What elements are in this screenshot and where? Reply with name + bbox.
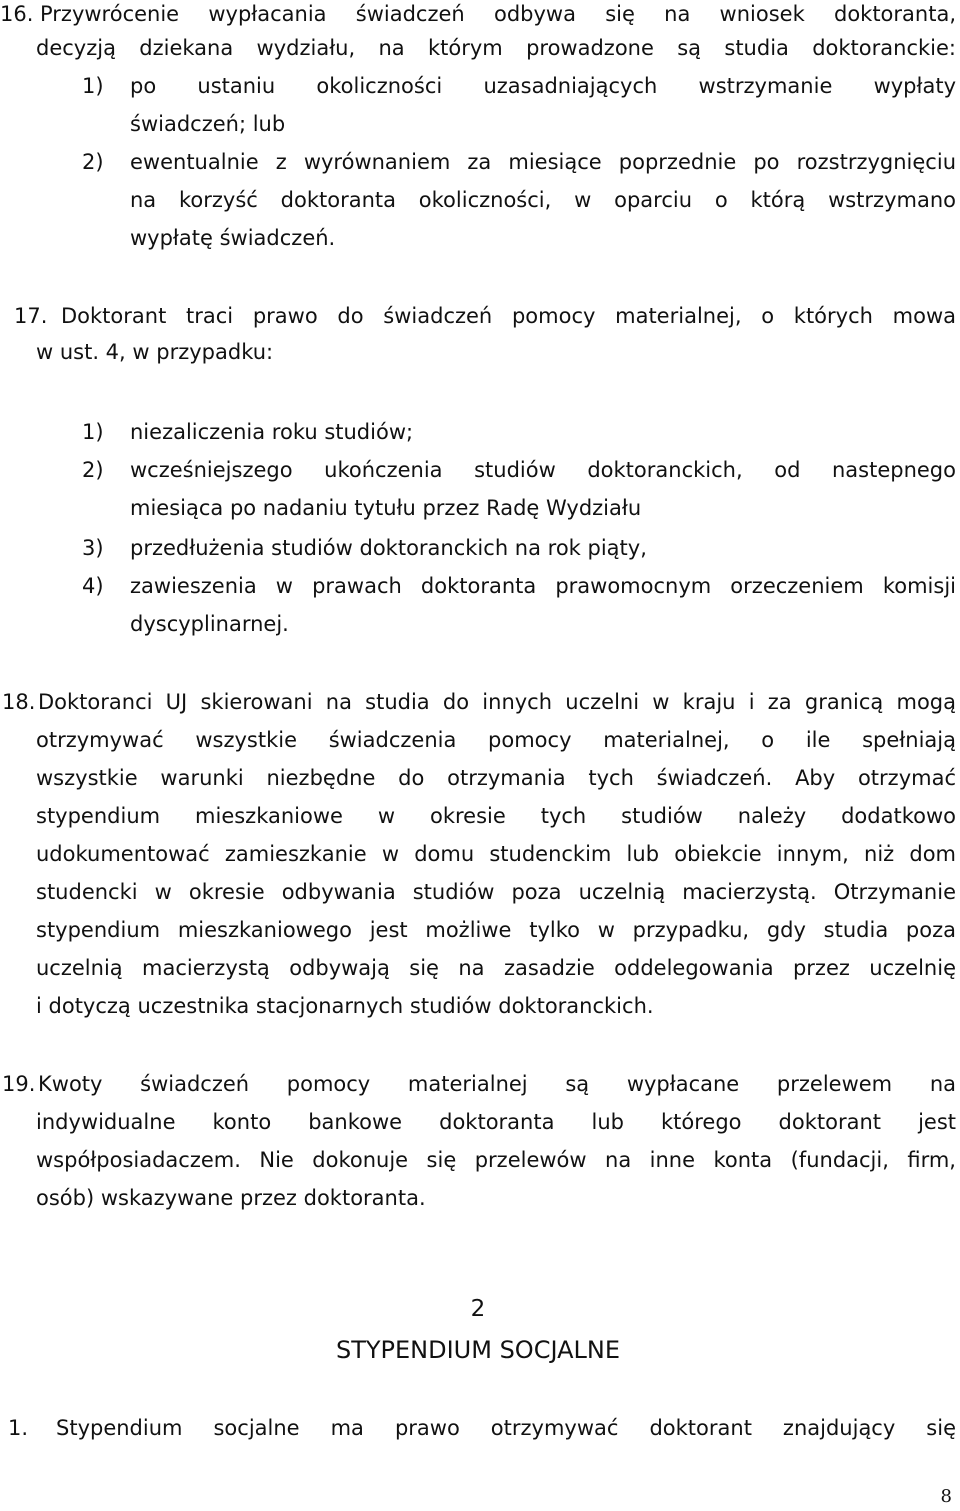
list-item-line: świadczeń; lub bbox=[130, 112, 286, 136]
page-number: 8 bbox=[940, 1486, 952, 1507]
paragraph-line: otrzymywać wszystkie świadczenia pomocy materialnej, o ile spełniają bbox=[36, 728, 956, 752]
paragraph-number: 19. bbox=[2, 1072, 36, 1096]
paragraph-line: indywidualne konto bankowe doktoranta lub którego doktorant jest bbox=[36, 1110, 956, 1134]
paragraph-line: Kwoty świadczeń pomocy materialnej są wypłacane przelewem na bbox=[38, 1072, 956, 1096]
paragraph-line: stypendium mieszkaniowe w okresie tych studiów należy dodatkowo bbox=[36, 804, 956, 828]
paragraph-line: wszystkie warunki niezbędne do otrzymania tych świadczeń. Aby otrzymać bbox=[36, 766, 956, 790]
paragraph-number: 16. bbox=[0, 2, 34, 26]
list-item-number: 3) bbox=[82, 536, 104, 560]
paragraph-number: 18. bbox=[2, 690, 36, 714]
list-item-line: przedłużenia studiów doktoranckich na rok piąty, bbox=[130, 536, 647, 560]
list-item-number: 2) bbox=[82, 150, 104, 174]
paragraph-line: decyzją dziekana wydziału, na którym prowadzone są studia doktoranckie: bbox=[36, 36, 956, 60]
paragraph-line: Stypendium socjalne ma prawo otrzymywać doktorant znajdujący się bbox=[56, 1416, 956, 1440]
section-sign bbox=[0, 1296, 956, 1322]
paragraph-line: współposiadaczem. Nie dokonuje się przelewów na inne konta (fundacji, firm, bbox=[36, 1148, 956, 1172]
list-item-line: wypłatę świadczeń. bbox=[130, 226, 336, 250]
section-title: STYPENDIUM SOCJALNE bbox=[335, 1336, 621, 1364]
paragraph-line: studencki w okresie odbywania studiów poza uczelnią macierzystą. Otrzymanie bbox=[36, 880, 956, 904]
paragraph-line: stypendium mieszkaniowego jest możliwe tylko w przypadku, gdy studia poza bbox=[36, 918, 956, 942]
list-item-line: po ustaniu okoliczności uzasadniających wstrzymanie wypłaty bbox=[130, 74, 956, 98]
list-item-line: niezaliczenia roku studiów; bbox=[130, 420, 414, 444]
list-item-number: 2) bbox=[82, 458, 104, 482]
paragraph-line: osób) wskazywane przez doktoranta. bbox=[36, 1186, 426, 1210]
list-item-line: ewentualnie z wyrównaniem za miesiące poprzednie po rozstrzygnięciu bbox=[130, 150, 956, 174]
list-item-line: wcześniejszego ukończenia studiów doktoranckich, od nastepnego bbox=[130, 458, 956, 482]
list-item-line: miesiąca po nadaniu tytułu przez Radę Wydziału bbox=[130, 496, 642, 520]
paragraph-number: 17. bbox=[14, 304, 48, 328]
paragraph-line: uczelnią macierzystą odbywają się na zasadzie oddelegowania przez uczelnię bbox=[36, 956, 956, 980]
list-item-number: 1) bbox=[82, 74, 104, 98]
paragraph-line: Doktorant traci prawo do świadczeń pomocy materialnej, o których mowa bbox=[61, 304, 956, 328]
paragraph-line: Doktoranci UJ skierowani na studia do innych uczelni w kraju i za granicą mogą bbox=[38, 690, 956, 714]
paragraph-line: w ust. 4, w przypadku: bbox=[36, 340, 274, 364]
list-item-number: 4) bbox=[82, 574, 104, 598]
section-number: 2 bbox=[470, 1296, 486, 1322]
list-item-line: na korzyść doktoranta okoliczności, w oparciu o którą wstrzymano bbox=[130, 188, 956, 212]
list-item-line: zawieszenia w prawach doktoranta prawomocnym orzeczeniem komisji bbox=[130, 574, 956, 598]
list-item-number: 1) bbox=[82, 420, 104, 444]
paragraph-line: i dotyczą uczestnika stacjonarnych studiów doktoranckich. bbox=[36, 994, 654, 1018]
paragraph-number: 1. bbox=[8, 1416, 29, 1440]
paragraph-line: Przywrócenie wypłacania świadczeń odbywa się na wniosek doktoranta, bbox=[40, 2, 956, 26]
paragraph-line: udokumentować zamieszkanie w domu studenckim lub obiekcie innym, niż dom bbox=[36, 842, 956, 866]
list-item-line: dyscyplinarnej. bbox=[130, 612, 289, 636]
